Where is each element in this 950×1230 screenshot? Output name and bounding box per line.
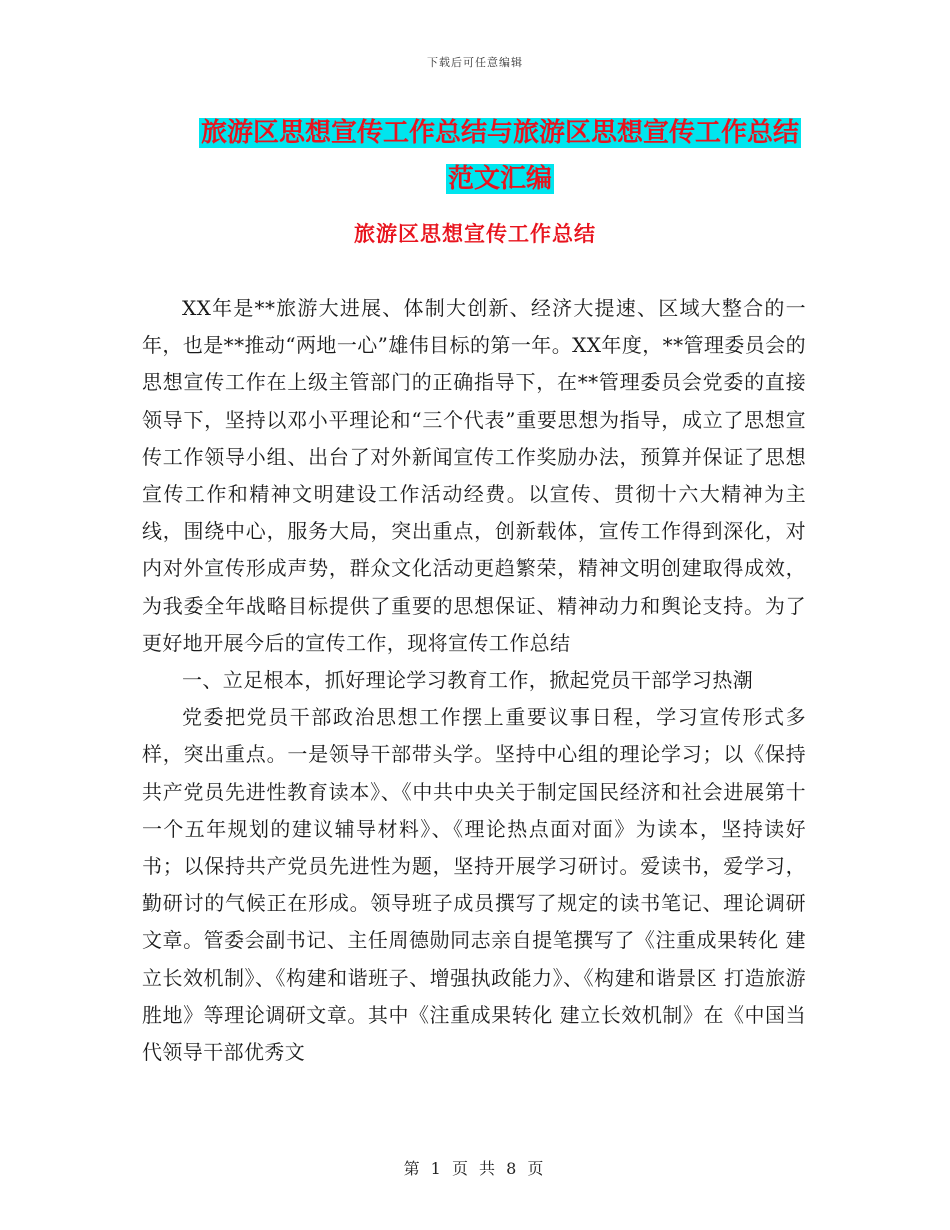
paragraph-study: 党委把党员干部政治思想工作摆上重要议事日程，学习宣传形式多样，突出重点。一是领导干部带头学。坚持中心组的理论学习；以《保持共产党员先进性教育读本》、《中共中央关于制定国民经济和社会进展第十一个五年规划的建议辅导材料》、《理论热点面对面》为读本，坚持读好书；以保持共产党员先进性为题，坚持开展学习研讨。爱读书，爱学习，勤研讨的气候正在形成。领导班子成员撰写了规定的读书笔记、理论调研文章。管委会副书记、主任周德勋同志亲自提笔撰写了《注重成果转化 建立长效机制》、《构建和谐班子、增强执政能力》、《构建和谐景区 打造旅游胜地》等理论调研文章。其中《注重成果转化 建立长效机制》在《中国当代领导干部优秀文 — [142, 705, 806, 1065]
document-title — [140, 110, 860, 202]
body-text — [142, 290, 806, 1071]
header-note: 下载后可任意编辑 — [427, 56, 523, 69]
section-title: 旅游区思想宣传工作总结 — [354, 221, 596, 246]
paragraph-heading-1: 一、立足根本，抓好理论学习教育工作，掀起党员干部学习热潮 — [182, 668, 754, 693]
paragraph-intro: XX年是**旅游大进展、体制大创新、经济大提速、区域大整合的一年，也是**推动“两地一心”雄伟目标的第一年。XX年度，**管理委员会的思想宣传工作在上级主管部门的正确指导下，在**管理委员会党委的直接领导下，坚持以邓小平理论和“三个代表”重要思想为指导，成立了思想宣传工作领导小组、出台了对外新闻宣传工作奖励办法，预算并保证了思想宣传工作和精神文明建设工作活动经费。以宣传、贯彻十六大精神为主线，围绕中心，服务大局，突出重点，创新载体，宣传工作得到深化，对内对外宣传形成声势，群众文化活动更趋繁荣，精神文明创建取得成效，为我委全年战略目标提供了重要的思想保证、精神动力和舆论支持。为了更好地开展今后的宣传工作，现将宣传工作总结 — [142, 296, 806, 655]
document-title-line2: 范文汇编 — [447, 164, 552, 194]
document-title-line1: 旅游区思想宣传工作总结与旅游区思想宣传工作总结 — [200, 118, 799, 148]
page-footer: 第 1 页 共 8 页 — [403, 1159, 547, 1178]
